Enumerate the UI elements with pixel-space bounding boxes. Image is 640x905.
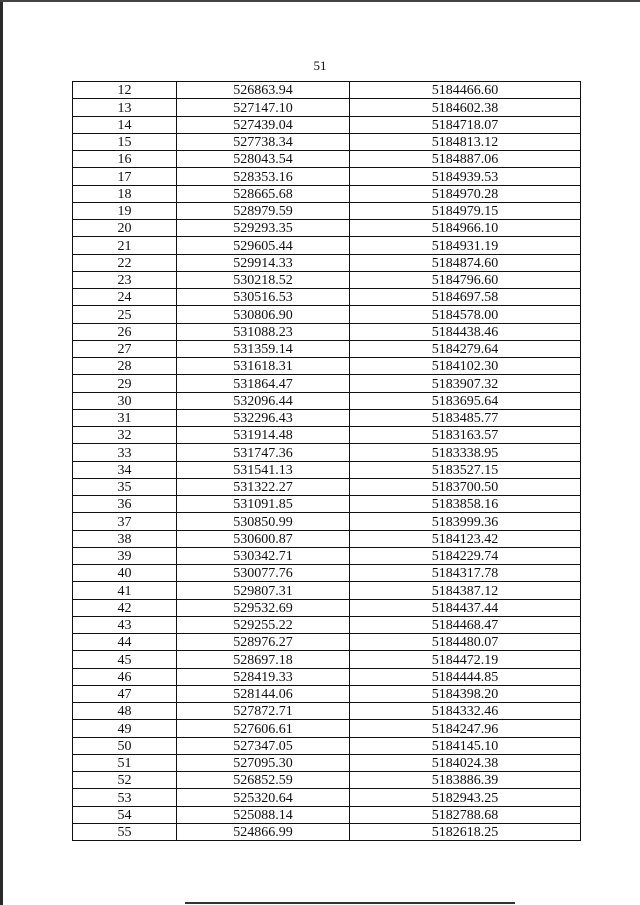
y-coordinate-cell: 5184444.85 <box>350 668 581 685</box>
y-coordinate-cell: 5184931.19 <box>350 237 581 254</box>
table-row <box>73 220 581 237</box>
point-number-cell: 41 <box>73 582 177 599</box>
x-coordinate-cell: 527439.04 <box>177 116 350 133</box>
point-number-cell: 44 <box>73 634 177 651</box>
y-coordinate-cell: 5184979.15 <box>350 202 581 219</box>
x-coordinate-cell: 528979.59 <box>177 202 350 219</box>
table-row <box>73 99 581 116</box>
table-row <box>73 392 581 409</box>
x-coordinate-cell: 527095.30 <box>177 754 350 771</box>
table-row <box>73 547 581 564</box>
x-coordinate-cell: 531541.13 <box>177 461 350 478</box>
y-coordinate-cell: 5184966.10 <box>350 220 581 237</box>
point-number-cell: 15 <box>73 133 177 150</box>
point-number-cell: 23 <box>73 271 177 288</box>
table-row <box>73 82 581 99</box>
table-row <box>73 461 581 478</box>
table-row <box>73 340 581 357</box>
y-coordinate-cell: 5183338.95 <box>350 444 581 461</box>
y-coordinate-cell: 5184123.42 <box>350 530 581 547</box>
x-coordinate-cell: 528043.54 <box>177 151 350 168</box>
table-row <box>73 271 581 288</box>
y-coordinate-cell: 5184468.47 <box>350 616 581 633</box>
x-coordinate-cell: 528144.06 <box>177 685 350 702</box>
table-row <box>73 358 581 375</box>
point-number-cell: 55 <box>73 823 177 840</box>
y-coordinate-cell: 5182618.25 <box>350 823 581 840</box>
table-row <box>73 116 581 133</box>
point-number-cell: 43 <box>73 616 177 633</box>
y-coordinate-cell: 5184887.06 <box>350 151 581 168</box>
point-number-cell: 12 <box>73 82 177 99</box>
y-coordinate-cell: 5183163.57 <box>350 427 581 444</box>
point-number-cell: 50 <box>73 737 177 754</box>
table-row <box>73 375 581 392</box>
y-coordinate-cell: 5184229.74 <box>350 547 581 564</box>
y-coordinate-cell: 5183700.50 <box>350 478 581 495</box>
x-coordinate-cell: 529532.69 <box>177 599 350 616</box>
point-number-cell: 54 <box>73 806 177 823</box>
x-coordinate-cell: 530218.52 <box>177 271 350 288</box>
table-row <box>73 737 581 754</box>
x-coordinate-cell: 530600.87 <box>177 530 350 547</box>
y-coordinate-cell: 5183999.36 <box>350 513 581 530</box>
y-coordinate-cell: 5183858.16 <box>350 496 581 513</box>
x-coordinate-cell: 530516.53 <box>177 289 350 306</box>
x-coordinate-cell: 527606.61 <box>177 720 350 737</box>
y-coordinate-cell: 5184387.12 <box>350 582 581 599</box>
y-coordinate-cell: 5184398.20 <box>350 685 581 702</box>
table-row <box>73 478 581 495</box>
point-number-cell: 47 <box>73 685 177 702</box>
table-row <box>73 409 581 426</box>
point-number-cell: 18 <box>73 185 177 202</box>
y-coordinate-cell: 5184438.46 <box>350 323 581 340</box>
x-coordinate-cell: 531914.48 <box>177 427 350 444</box>
point-number-cell: 51 <box>73 754 177 771</box>
table-row <box>73 151 581 168</box>
table-row <box>73 237 581 254</box>
y-coordinate-cell: 5184102.30 <box>350 358 581 375</box>
page-number: 51 <box>313 58 327 73</box>
scan-border-top <box>0 0 640 2</box>
x-coordinate-cell: 528419.33 <box>177 668 350 685</box>
y-coordinate-cell: 5183907.32 <box>350 375 581 392</box>
point-number-cell: 48 <box>73 703 177 720</box>
table-row <box>73 789 581 806</box>
y-coordinate-cell: 5184813.12 <box>350 133 581 150</box>
x-coordinate-cell: 524866.99 <box>177 823 350 840</box>
table-row <box>73 185 581 202</box>
y-coordinate-cell: 5184939.53 <box>350 168 581 185</box>
x-coordinate-cell: 528697.18 <box>177 651 350 668</box>
scan-border-left <box>0 0 3 905</box>
table-row <box>73 530 581 547</box>
table-row <box>73 806 581 823</box>
table-row <box>73 582 581 599</box>
x-coordinate-cell: 525320.64 <box>177 789 350 806</box>
x-coordinate-cell: 527738.34 <box>177 133 350 150</box>
table-row <box>73 754 581 771</box>
x-coordinate-cell: 526863.94 <box>177 82 350 99</box>
point-number-cell: 21 <box>73 237 177 254</box>
y-coordinate-cell: 5182943.25 <box>350 789 581 806</box>
point-number-cell: 31 <box>73 409 177 426</box>
y-coordinate-cell: 5184279.64 <box>350 340 581 357</box>
point-number-cell: 53 <box>73 789 177 806</box>
y-coordinate-cell: 5183485.77 <box>350 409 581 426</box>
y-coordinate-cell: 5184332.46 <box>350 703 581 720</box>
table-row <box>73 599 581 616</box>
point-number-cell: 52 <box>73 772 177 789</box>
table-row <box>73 444 581 461</box>
table-row <box>73 513 581 530</box>
point-number-cell: 16 <box>73 151 177 168</box>
point-number-cell: 17 <box>73 168 177 185</box>
x-coordinate-cell: 528976.27 <box>177 634 350 651</box>
table-row <box>73 772 581 789</box>
point-number-cell: 29 <box>73 375 177 392</box>
y-coordinate-cell: 5184437.44 <box>350 599 581 616</box>
table-row <box>73 668 581 685</box>
table-row <box>73 634 581 651</box>
y-coordinate-cell: 5184472.19 <box>350 651 581 668</box>
y-coordinate-cell: 5183527.15 <box>350 461 581 478</box>
point-number-cell: 28 <box>73 358 177 375</box>
table-row <box>73 323 581 340</box>
y-coordinate-cell: 5182788.68 <box>350 806 581 823</box>
point-number-cell: 13 <box>73 99 177 116</box>
point-number-cell: 30 <box>73 392 177 409</box>
table-row <box>73 168 581 185</box>
x-coordinate-cell: 528353.16 <box>177 168 350 185</box>
y-coordinate-cell: 5184697.58 <box>350 289 581 306</box>
table-row <box>73 685 581 702</box>
point-number-cell: 14 <box>73 116 177 133</box>
x-coordinate-cell: 532296.43 <box>177 409 350 426</box>
table-row <box>73 703 581 720</box>
point-number-cell: 19 <box>73 202 177 219</box>
x-coordinate-cell: 532096.44 <box>177 392 350 409</box>
y-coordinate-cell: 5184247.96 <box>350 720 581 737</box>
point-number-cell: 20 <box>73 220 177 237</box>
scan-border-bottom <box>185 902 515 904</box>
table-row <box>73 306 581 323</box>
table-row <box>73 496 581 513</box>
point-number-cell: 49 <box>73 720 177 737</box>
x-coordinate-cell: 531091.85 <box>177 496 350 513</box>
point-number-cell: 25 <box>73 306 177 323</box>
x-coordinate-cell: 529807.31 <box>177 582 350 599</box>
y-coordinate-cell: 5183695.64 <box>350 392 581 409</box>
x-coordinate-cell: 530077.76 <box>177 565 350 582</box>
x-coordinate-cell: 530806.90 <box>177 306 350 323</box>
table-row <box>73 202 581 219</box>
x-coordinate-cell: 530850.99 <box>177 513 350 530</box>
x-coordinate-cell: 529914.33 <box>177 254 350 271</box>
x-coordinate-cell: 531322.27 <box>177 478 350 495</box>
y-coordinate-cell: 5184874.60 <box>350 254 581 271</box>
y-coordinate-cell: 5184317.78 <box>350 565 581 582</box>
y-coordinate-cell: 5184602.38 <box>350 99 581 116</box>
table-row <box>73 289 581 306</box>
x-coordinate-cell: 526852.59 <box>177 772 350 789</box>
point-number-cell: 45 <box>73 651 177 668</box>
y-coordinate-cell: 5184970.28 <box>350 185 581 202</box>
coordinates-table <box>72 81 581 841</box>
table-row <box>73 651 581 668</box>
point-number-cell: 46 <box>73 668 177 685</box>
x-coordinate-cell: 531747.36 <box>177 444 350 461</box>
x-coordinate-cell: 527872.71 <box>177 703 350 720</box>
x-coordinate-cell: 531864.47 <box>177 375 350 392</box>
table-row <box>73 823 581 840</box>
table-row <box>73 427 581 444</box>
y-coordinate-cell: 5184024.38 <box>350 754 581 771</box>
coordinates-table-body <box>73 82 581 841</box>
x-coordinate-cell: 530342.71 <box>177 547 350 564</box>
point-number-cell: 27 <box>73 340 177 357</box>
y-coordinate-cell: 5184466.60 <box>350 82 581 99</box>
x-coordinate-cell: 529293.35 <box>177 220 350 237</box>
x-coordinate-cell: 527347.05 <box>177 737 350 754</box>
point-number-cell: 26 <box>73 323 177 340</box>
x-coordinate-cell: 527147.10 <box>177 99 350 116</box>
y-coordinate-cell: 5184145.10 <box>350 737 581 754</box>
point-number-cell: 32 <box>73 427 177 444</box>
x-coordinate-cell: 529605.44 <box>177 237 350 254</box>
x-coordinate-cell: 529255.22 <box>177 616 350 633</box>
point-number-cell: 40 <box>73 565 177 582</box>
y-coordinate-cell: 5184578.00 <box>350 306 581 323</box>
table-row <box>73 565 581 582</box>
table-row <box>73 254 581 271</box>
table-row <box>73 133 581 150</box>
x-coordinate-cell: 528665.68 <box>177 185 350 202</box>
x-coordinate-cell: 531359.14 <box>177 340 350 357</box>
point-number-cell: 36 <box>73 496 177 513</box>
point-number-cell: 39 <box>73 547 177 564</box>
point-number-cell: 34 <box>73 461 177 478</box>
point-number-cell: 22 <box>73 254 177 271</box>
point-number-cell: 33 <box>73 444 177 461</box>
point-number-cell: 24 <box>73 289 177 306</box>
x-coordinate-cell: 531088.23 <box>177 323 350 340</box>
table-row <box>73 720 581 737</box>
point-number-cell: 42 <box>73 599 177 616</box>
table-row <box>73 616 581 633</box>
point-number-cell: 37 <box>73 513 177 530</box>
point-number-cell: 35 <box>73 478 177 495</box>
y-coordinate-cell: 5184480.07 <box>350 634 581 651</box>
x-coordinate-cell: 525088.14 <box>177 806 350 823</box>
x-coordinate-cell: 531618.31 <box>177 358 350 375</box>
y-coordinate-cell: 5184796.60 <box>350 271 581 288</box>
y-coordinate-cell: 5183886.39 <box>350 772 581 789</box>
point-number-cell: 38 <box>73 530 177 547</box>
y-coordinate-cell: 5184718.07 <box>350 116 581 133</box>
